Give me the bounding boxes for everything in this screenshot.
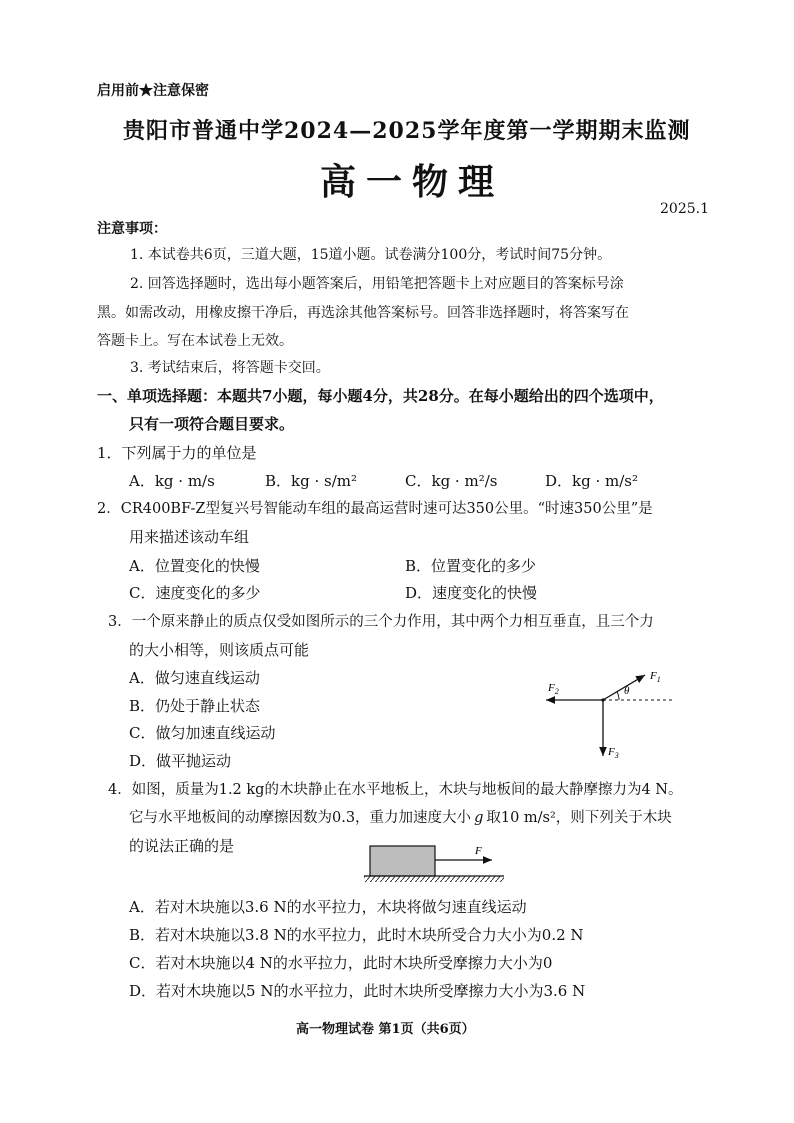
q4-stem-line-3: 的说法正确的是	[129, 837, 235, 855]
q4-option-b: B．若对木块施以3.8 N的水平拉力，此时木块所受合力大小为0.2 N	[129, 926, 584, 944]
q1-option-d: D．kg · m/s²	[545, 472, 639, 490]
wooden-block	[370, 846, 435, 876]
notes-item-2-line-1: 2. 回答选择题时，选出每小题答案后，用铅笔把答题卡上对应题目的答案标号涂	[130, 276, 624, 292]
f2-label: F	[548, 682, 555, 694]
q2-stem-line-1: 2．CR400BF-Z型复兴号智能动车组的最高运营时速可达350公里。“时速350公里”是	[97, 501, 653, 517]
notes-item-1: 1. 本试卷共6页，三道大题，15道小题。试卷满分100分，考试时间75分钟。	[130, 247, 612, 263]
notes-heading: 注意事项：	[97, 221, 167, 237]
q4-stem-line-2-part-2: 取10 m/s²，则下列关于木块	[486, 810, 672, 826]
notes-item-2-line-2: 黑。如需改动，用橡皮擦干净后，再选涂其他答案标号。回答非选择题时，将答案写在	[97, 305, 629, 321]
q4-stem-line-2-part-1: 它与水平地板间的动摩擦因数为0.3，重力加速度大小	[129, 810, 472, 826]
theta-label: θ	[624, 685, 630, 697]
theta-arc	[617, 692, 619, 700]
q4-option-a: A．若对木块施以3.6 N的水平拉力，木块将做匀速直线运动	[129, 898, 527, 916]
q4-option-c: C．若对木块施以4 N的水平拉力，此时木块所受摩擦力大小为0	[129, 954, 553, 972]
q1-stem: 1．下列属于力的单位是	[97, 444, 257, 462]
q1-option-a: A．kg · m/s	[129, 472, 215, 490]
f1-label: F	[650, 670, 657, 682]
q2-option-a: A．位置变化的快慢	[129, 557, 260, 575]
svg-text:F3	[607, 746, 619, 760]
notes-item-3: 3. 考试结束后，将答题卡交回。	[130, 360, 330, 376]
q4-block-diagram	[362, 838, 512, 886]
q3-stem-line-2: 的大小相等，则该质点可能	[129, 641, 310, 659]
f3-subscript: 3	[614, 751, 619, 760]
q3-option-c: C．做匀加速直线运动	[129, 724, 276, 742]
q3-option-b: B．仍处于静止状态	[129, 697, 261, 715]
q2-option-b: B．位置变化的多少	[405, 557, 537, 575]
section1-heading-line-1: 一、单项选择题：本题共7小题，每小题4分，共28分。在每小题给出的四个选项中，	[97, 387, 664, 405]
q4-gravity-symbol: g	[474, 810, 484, 826]
q2-option-d: D．速度变化的快慢	[405, 584, 538, 602]
notes-item-2-line-3: 答题卡上。写在本试卷上无效。	[97, 333, 293, 349]
svg-text:F1	[649, 670, 661, 684]
q2-stem-line-2: 用来描述该动车组	[129, 528, 250, 546]
f2-subscript: 2	[554, 687, 559, 696]
q2-option-c: C．速度变化的多少	[129, 584, 261, 602]
q3-option-d: D．做平抛运动	[129, 752, 232, 770]
force-label: F	[475, 845, 482, 857]
svg-text:F2	[547, 682, 559, 696]
q4-option-d: D．若对木块施以5 N的水平拉力，此时木块所受摩擦力大小为3.6 N	[129, 982, 586, 1000]
q3-option-a: A．做匀速直线运动	[129, 669, 260, 687]
q1-option-b: B．kg · s/m²	[265, 472, 358, 490]
ground-hatching	[364, 876, 504, 882]
confidential-mark: 启用前★注意保密	[97, 83, 209, 99]
q3-force-diagram	[540, 660, 680, 765]
exam-date: 2025.1	[660, 201, 709, 217]
f3-label: F	[608, 746, 615, 758]
q4-stem-line-2	[129, 808, 672, 828]
subject-title: 高一物理	[320, 161, 505, 203]
f1-subscript: 1	[656, 675, 661, 684]
q4-stem-line-1: 4．如图，质量为1.2 kg的木块静止在水平地板上，木块与地板间的最大静摩擦力为4 N。	[108, 782, 683, 798]
section1-heading-line-2: 只有一项符合题目要求。	[129, 415, 295, 433]
q1-option-c: C．kg · m²/s	[405, 472, 498, 490]
exam-title: 贵阳市普通中学2024—2025学年度第一学期期末监测	[123, 118, 691, 144]
page-footer: 高一物理试卷 第1页（共6页）	[296, 1022, 475, 1037]
q3-stem-line-1: 3．一个原来静止的质点仅受如图所示的三个力作用，其中两个力相互垂直，且三个力	[108, 614, 654, 630]
